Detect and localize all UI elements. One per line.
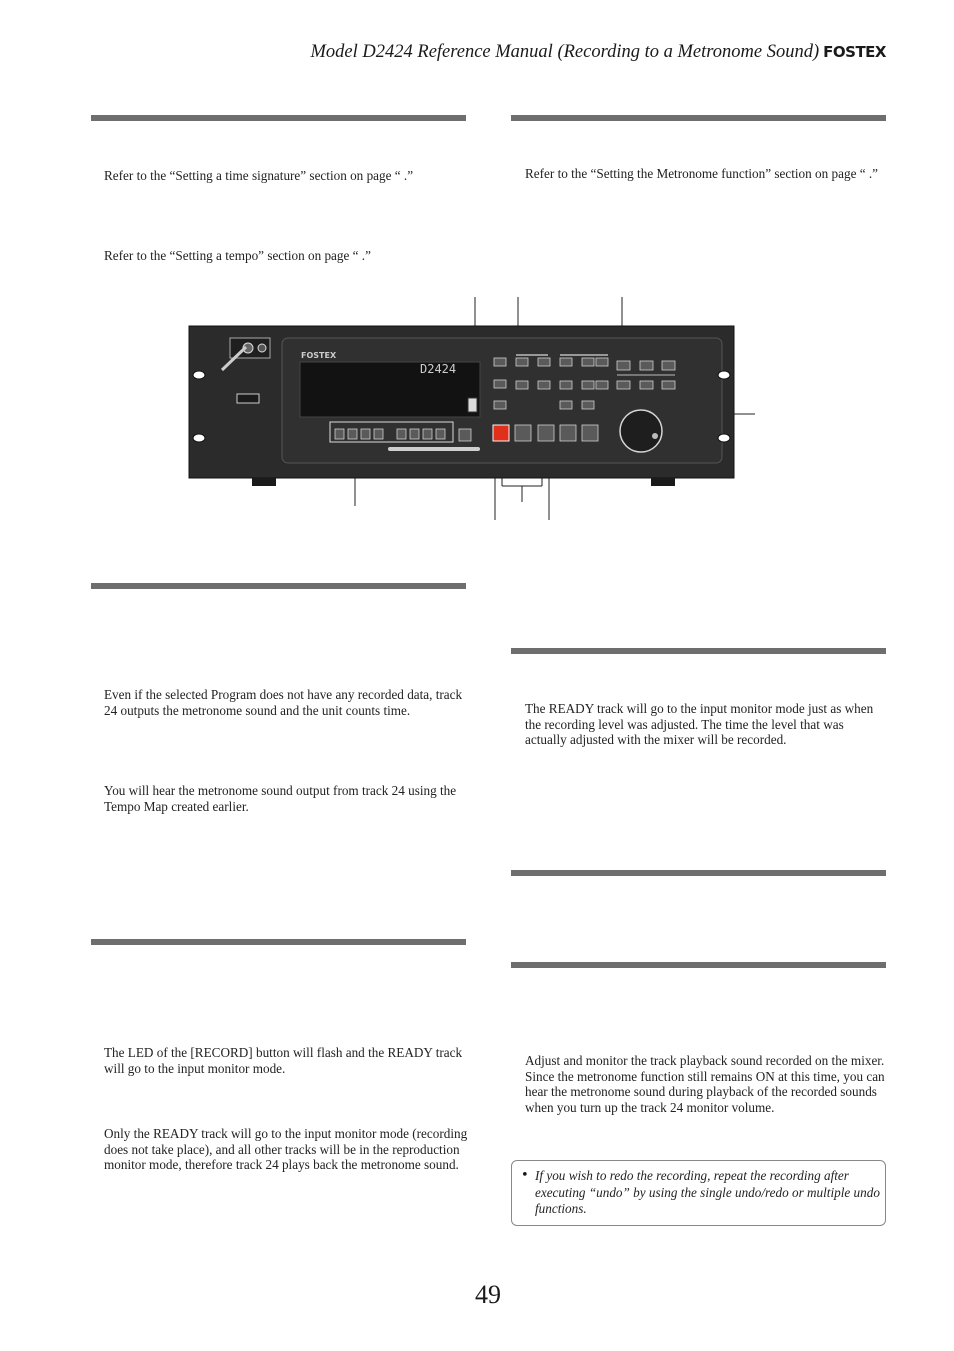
- fast-forward-button: [582, 425, 598, 441]
- jog-wheel: [620, 410, 662, 452]
- note-bullet: •: [521, 1168, 529, 1183]
- rewind-button: [560, 425, 576, 441]
- paragraph: The READY track will go to the input monitor mode just as when the recording level was adjusted. The time the level that was actually adjusted with the mixer will be recorded.: [525, 701, 874, 747]
- paragraph: Adjust and monitor the track playback sound recorded on the mixer. Since the metronome function still remains ON at this time, you can hear the metronome sound during playback of the recorded sounds when you turn up the track 24 monitor volume.: [525, 1053, 885, 1115]
- page-number: 49: [475, 1280, 501, 1309]
- paragraph: Refer to the “Setting the Metronome function” section on page “ .”: [525, 166, 879, 181]
- paragraph: Even if the selected Program does not have any recorded data, track 24 outputs the metronome sound and the unit counts time.: [104, 687, 463, 718]
- paragraph: You will hear the metronome sound output from track 24 using the Tempo Map created earlier.: [104, 783, 457, 814]
- paragraph: The LED of the [RECORD] button will flash and the READY track will go to the input monitor mode.: [104, 1045, 463, 1076]
- device-model: D2424: [420, 362, 457, 376]
- record-button: [493, 425, 509, 441]
- stop-button: [538, 425, 554, 441]
- header-title: Model D2424 Reference Manual (Recording to a Metronome Sound): [310, 42, 820, 62]
- paragraph: Only the READY track will go to the input monitor mode (recording does not take place), and all other tracks will be in the reproduction monitor mode, therefore track 24 plays back the metronome sound.: [104, 1126, 468, 1172]
- device-brand: FOSTEX: [301, 351, 337, 360]
- fostex-logo: FOSTEX: [823, 43, 886, 61]
- paragraph: Refer to the “Setting a tempo” section on page “ .”: [104, 248, 371, 263]
- play-button: [515, 425, 531, 441]
- paragraph: Refer to the “Setting a time signature” section on page “ .”: [104, 168, 414, 183]
- note-text: If you wish to redo the recording, repeat the recording after executing “undo” by using the single undo/redo or multiple undo functions.: [535, 1168, 880, 1216]
